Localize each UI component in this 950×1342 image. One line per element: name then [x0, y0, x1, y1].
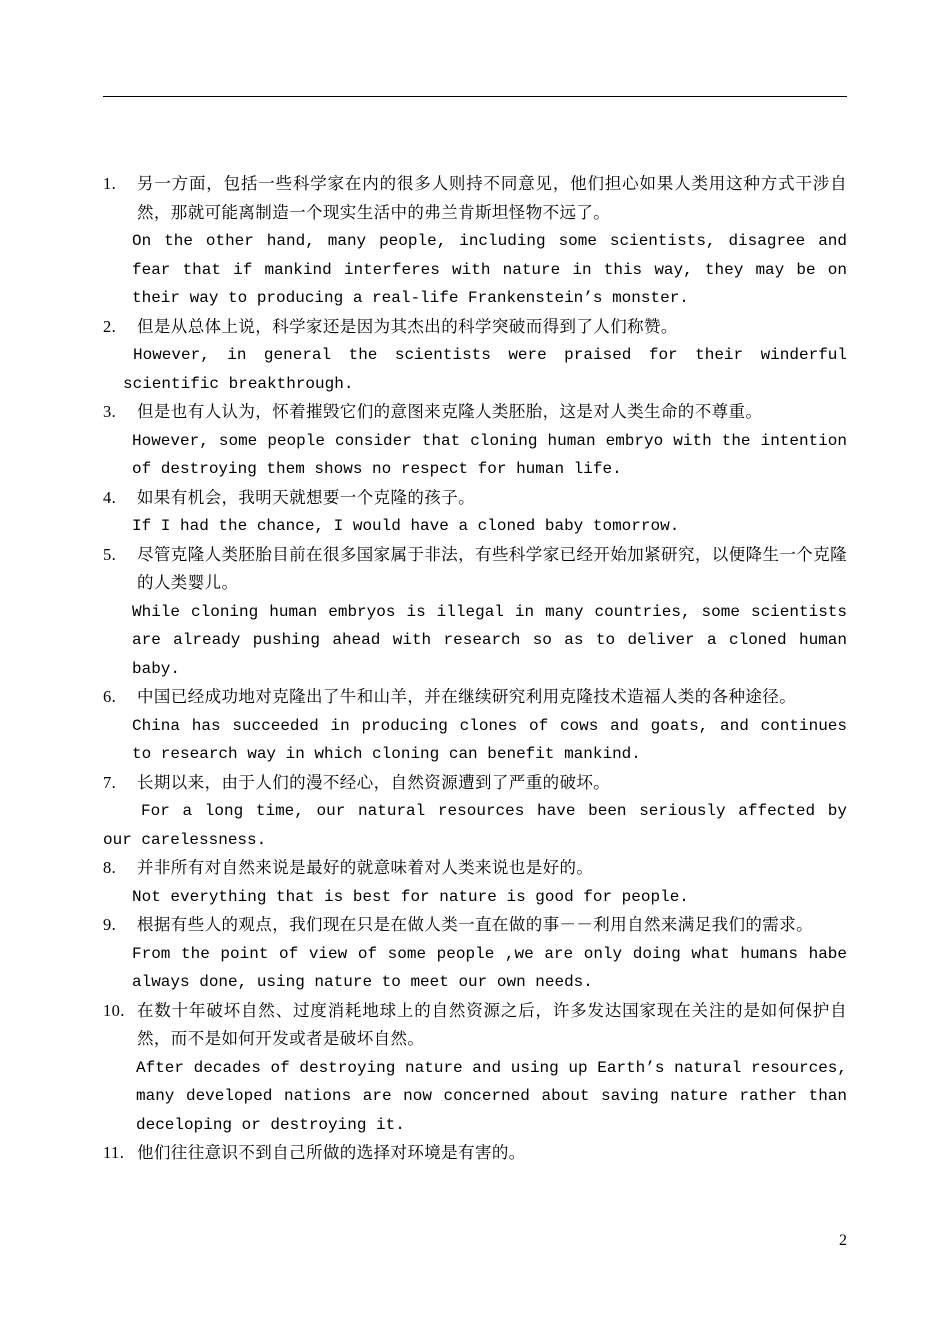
list-item-7	[103, 769, 847, 855]
english-translation: After decades of destroying nature and using up Earth’s natural resources, many developed nations are now concerned about saving nature rather than deceloping or destroying it.	[136, 1058, 847, 1134]
item-number: 5.	[103, 544, 117, 564]
chinese-text: 在数十年破坏自然、过度消耗地球上的自然资源之后，许多发达国家现在关注的是如何保护自然，而不是如何开发或者是破坏自然。	[137, 1000, 847, 1048]
list-item-3	[103, 398, 847, 484]
english-translation: If I had the chance, I would have a cloned baby tomorrow.	[132, 517, 680, 535]
sentence-list	[103, 170, 847, 1168]
english-translation: While cloning human embryos is illegal in many countries, some scientists are already pushing ahead with research so as to deliver a cloned human baby.	[132, 602, 847, 678]
item-number: 10.	[103, 1000, 125, 1020]
item-number: 9.	[103, 915, 117, 934]
english-translation: However, in general the scientists were praised for their winderful scientific breakthrough.	[123, 346, 847, 393]
chinese-sentence	[103, 854, 847, 883]
english-translation: On the other hand, many people, including some scientists, disagree and fear that if mankind interferes with nature in this way, they may be on their way to producing a real-life Frankenstein’s monster.	[132, 232, 847, 307]
list-item-6	[103, 683, 847, 769]
english-translation: From the point of view of some people ,we are only doing what humans habe always done, using nature to meet our own needs.	[132, 944, 847, 991]
list-item-2	[103, 313, 847, 399]
chinese-sentence	[103, 1139, 847, 1168]
chinese-text: 中国已经成功地对克隆出了牛和山羊，并在继续研究利用克隆技术造福人类的各种途径。	[137, 687, 797, 706]
chinese-sentence	[103, 997, 847, 1054]
chinese-text: 他们往往意识不到自己所做的选择对环境是有害的。	[137, 1143, 526, 1162]
list-item-11	[103, 1139, 847, 1168]
chinese-sentence	[103, 911, 847, 940]
english-translation: However, some people consider that cloning human embryo with the intention of destroying them shows no respect for human life.	[132, 431, 847, 478]
chinese-text: 并非所有对自然来说是最好的就意味着对人类来说也是好的。	[137, 858, 594, 877]
header-rule	[103, 96, 847, 97]
list-item-5	[103, 541, 847, 684]
list-item-1	[103, 170, 847, 313]
list-item-4	[103, 484, 847, 541]
chinese-sentence	[103, 769, 847, 798]
chinese-text: 尽管克隆人类胚胎目前在很多国家属于非法，有些科学家已经开始加紧研究，以便降生一个克隆的人类婴儿。	[137, 544, 847, 592]
chinese-sentence	[103, 170, 847, 227]
item-number: 2.	[103, 316, 117, 336]
page-number: 2	[839, 1232, 847, 1249]
chinese-text: 如果有机会，我明天就想要一个克隆的孩子。	[137, 487, 475, 507]
item-number: 1.	[103, 174, 117, 193]
list-item-9	[103, 911, 847, 997]
list-item-10	[103, 997, 847, 1140]
item-number: 6.	[103, 687, 117, 706]
chinese-text: 但是从总体上说，科学家还是因为其杰出的科学突破而得到了人们称赞。	[137, 316, 678, 336]
item-number: 8.	[103, 858, 117, 877]
english-translation: Not everything that is best for nature is good for people.	[132, 887, 689, 906]
chinese-text: 根据有些人的观点，我们现在只是在做人类一直在做的事－－利用自然来满足我们的需求。	[137, 915, 813, 934]
item-number: 11.	[103, 1143, 125, 1162]
chinese-sentence	[103, 398, 847, 427]
chinese-text: 但是也有人认为，怀着摧毁它们的意图来克隆人类胚胎，这是对人类生命的不尊重。	[137, 402, 763, 421]
chinese-sentence	[103, 683, 847, 712]
chinese-sentence	[103, 484, 847, 513]
item-number: 7.	[103, 772, 117, 792]
chinese-sentence	[103, 313, 847, 342]
english-translation: For a long time, our natural resources have been seriously affected by our carelessness.	[103, 802, 847, 849]
chinese-text: 长期以来，由于人们的漫不经心，自然资源遭到了严重的破坏。	[137, 772, 611, 792]
chinese-text: 另一方面，包括一些科学家在内的很多人则持不同意见，他们担心如果人类用这种方式干涉自然，那就可能离制造一个现实生活中的弗兰肯斯坦怪物不远了。	[137, 174, 847, 222]
item-number: 4.	[103, 487, 117, 507]
chinese-sentence	[103, 541, 847, 598]
item-number: 3.	[103, 402, 117, 421]
english-translation: China has succeeded in producing clones of cows and goats, and continues to research way in which cloning can benefit mankind.	[132, 716, 847, 763]
list-item-8	[103, 854, 847, 911]
